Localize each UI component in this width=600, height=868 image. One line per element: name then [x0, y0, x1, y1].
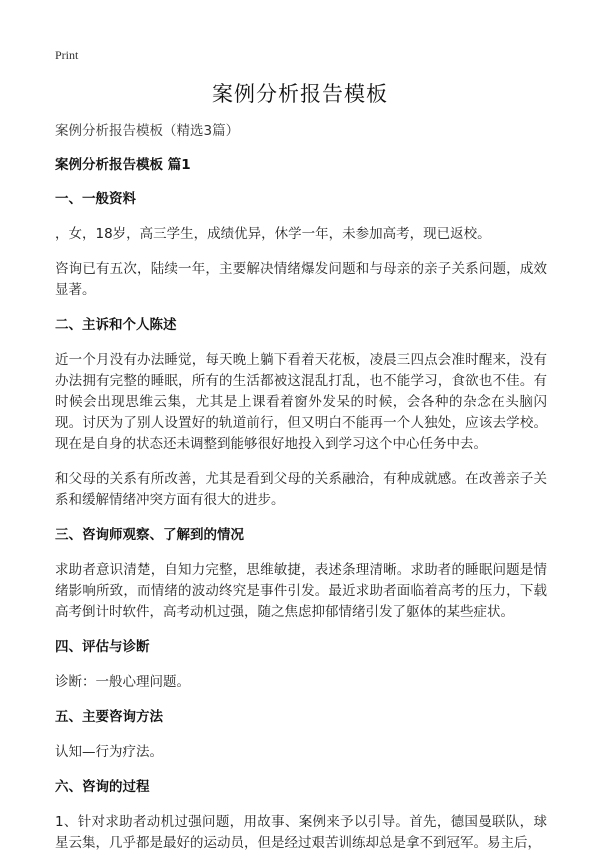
section-general-info [55, 189, 547, 301]
section-heading: 六、咨询的过程 [55, 779, 150, 795]
section-diagnosis [55, 637, 547, 693]
section-complaint [55, 315, 547, 511]
document-subtitle: 案例分析报告模板（精选3篇） [55, 123, 240, 139]
paragraph: 认知—行为疗法。 [55, 744, 163, 760]
section-heading: 五、主要咨询方法 [55, 709, 163, 725]
part-title: 案例分析报告模板 篇1 [55, 157, 191, 173]
section-heading: 四、评估与诊断 [55, 639, 150, 655]
page-title: 案例分析报告模板 [212, 82, 388, 106]
paragraph: 咨询已有五次，陆续一年，主要解决情绪爆发问题和与母亲的亲子关系问题，成效显著。 [55, 261, 547, 298]
section-heading: 一、一般资料 [55, 191, 136, 207]
section-methods [55, 707, 547, 763]
section-heading: 三、咨询师观察、了解到的情况 [55, 527, 244, 543]
section-observation [55, 525, 547, 623]
paragraph: 和父母的关系有所改善，尤其是看到父母的关系融洽，有种成就感。在改善亲子关系和缓解情绪冲突方面有很大的进步。 [55, 471, 547, 508]
document-body [55, 121, 547, 868]
paragraph: 求助者意识清楚，自知力完整，思维敏捷，表述条理清晰。求助者的睡眠问题是情绪影响所致，而情绪的波动终究是事件引发。最近求助者面临着高考的压力，下载高考倒计时软件，高考动机过强，随之焦虑抑郁情绪引发了躯体的某些症状。 [55, 562, 547, 620]
section-process [55, 777, 547, 854]
paragraph: 1、针对求助者动机过强问题，用故事、案例来予以引导。首先，德国曼联队，球星云集，几乎都是最好的运动员，但是经过艰苦训练却总是拿不到冠军。易主后， [55, 814, 547, 851]
paragraph: ，女，18岁，高三学生，成绩优异，休学一年，未参加高考，现已返校。 [55, 226, 491, 242]
paragraph: 近一个月没有办法睡觉，每天晚上躺下看着天花板，凌晨三四点会准时醒来，没有办法拥有完整的睡眠，所有的生活都被这混乱打乱，也不能学习，食欲也不佳。有时候会出现思维云集，尤其是上课看着窗外发呆的时候，会各种的杂念在头脑闪现。讨厌为了别人设置好的轨道前行，但又明白不能再一个人独处，应该去学校。现在是自身的状态还未调整到能够很好地投入到学习这个中心任务中去。 [55, 352, 547, 452]
paragraph: 诊断：一般心理问题。 [55, 674, 190, 690]
section-heading: 二、主诉和个人陈述 [55, 317, 177, 333]
print-label[interactable]: Print [55, 48, 79, 62]
